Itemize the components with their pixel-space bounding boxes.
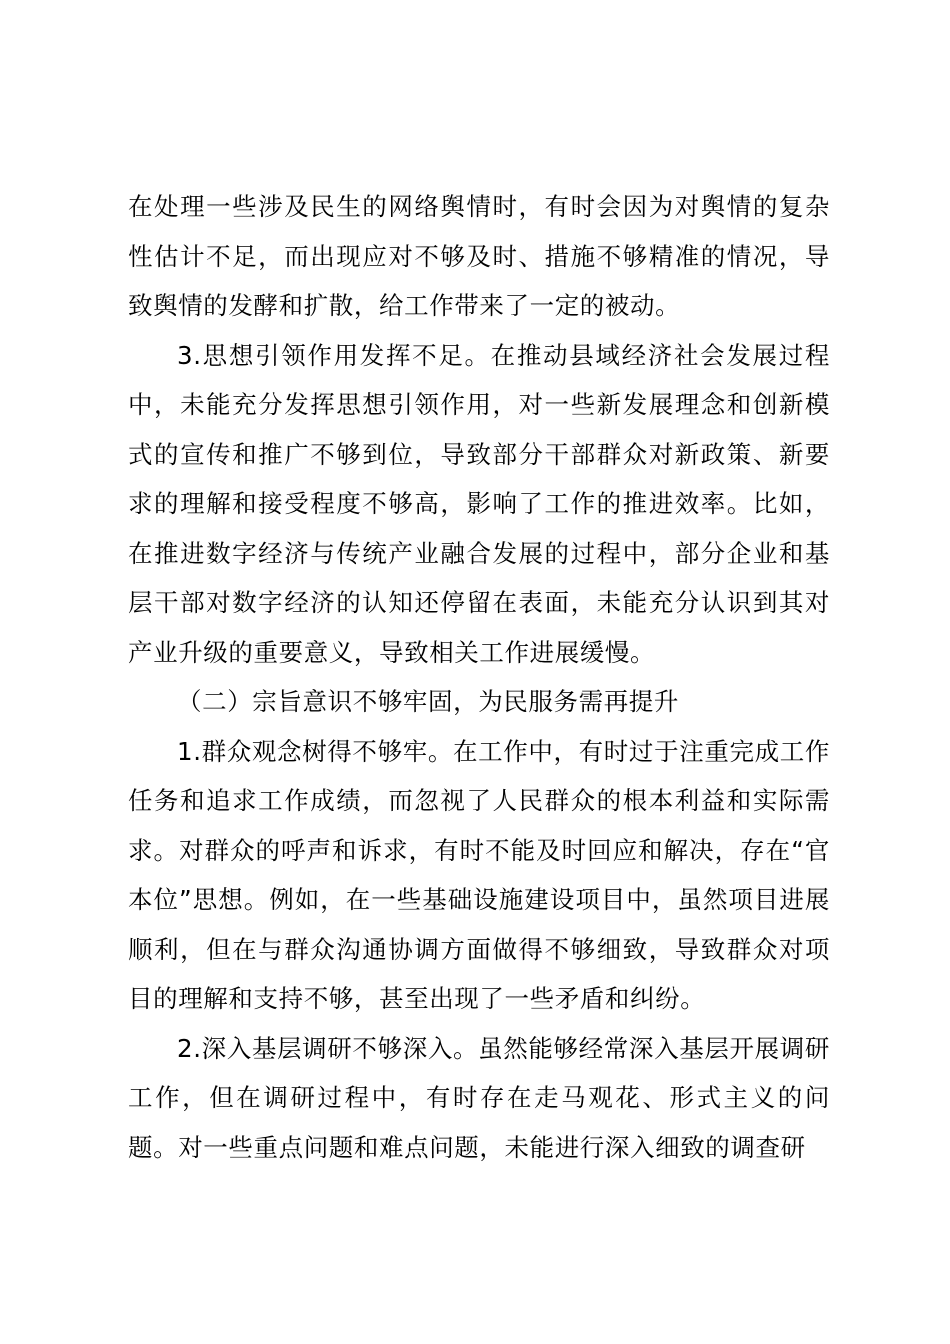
paragraph-point-2: 2.深入基层调研不够深入。虽然能够经常深入基层开展调研工作，但在调研过程中，有时存在走马观花、形式主义的问题。对一些重点问题和难点问题，未能进行深入细致的调查研 [128, 1033, 830, 1162]
paragraph-continuation: 在处理一些涉及民生的网络舆情时，有时会因为对舆情的复杂性估计不足，而出现应对不够及时、措施不够精准的情况，导致舆情的发酵和扩散，给工作带来了一定的被动。 [128, 192, 830, 320]
paragraph-point-1: 1.群众观念树得不够牢。在工作中，有时过于注重完成工作任务和追求工作成绩，而忽视了人民群众的根本利益和实际需求。对群众的呼声和诉求，有时不能及时回应和解决，存在“官本位”思想。例如，在一些基础设施建设项目中，虽然项目进展顺利，但在与群众沟通协调方面做得不够细致，导致群众对项目的理解和支持不够，甚至出现了一些矛盾和纠纷。 [128, 736, 830, 1013]
paragraph-point-3: 3.思想引领作用发挥不足。在推动县域经济社会发展过程中，未能充分发挥思想引领作用，对一些新发展理念和创新模式的宣传和推广不够到位，导致部分干部群众对新政策、新要求的理解和接受程度不够高，影响了工作的推进效率。比如，在推进数字经济与传统产业融合发展的过程中，部分企业和基层干部对数字经济的认知还停留在表面，未能充分认识到其对产业升级的重要意义，导致相关工作进展缓慢。 [128, 340, 830, 667]
document-body [128, 182, 830, 1172]
section-heading: （二）宗旨意识不够牢固，为民服务需再提升 [177, 687, 679, 716]
